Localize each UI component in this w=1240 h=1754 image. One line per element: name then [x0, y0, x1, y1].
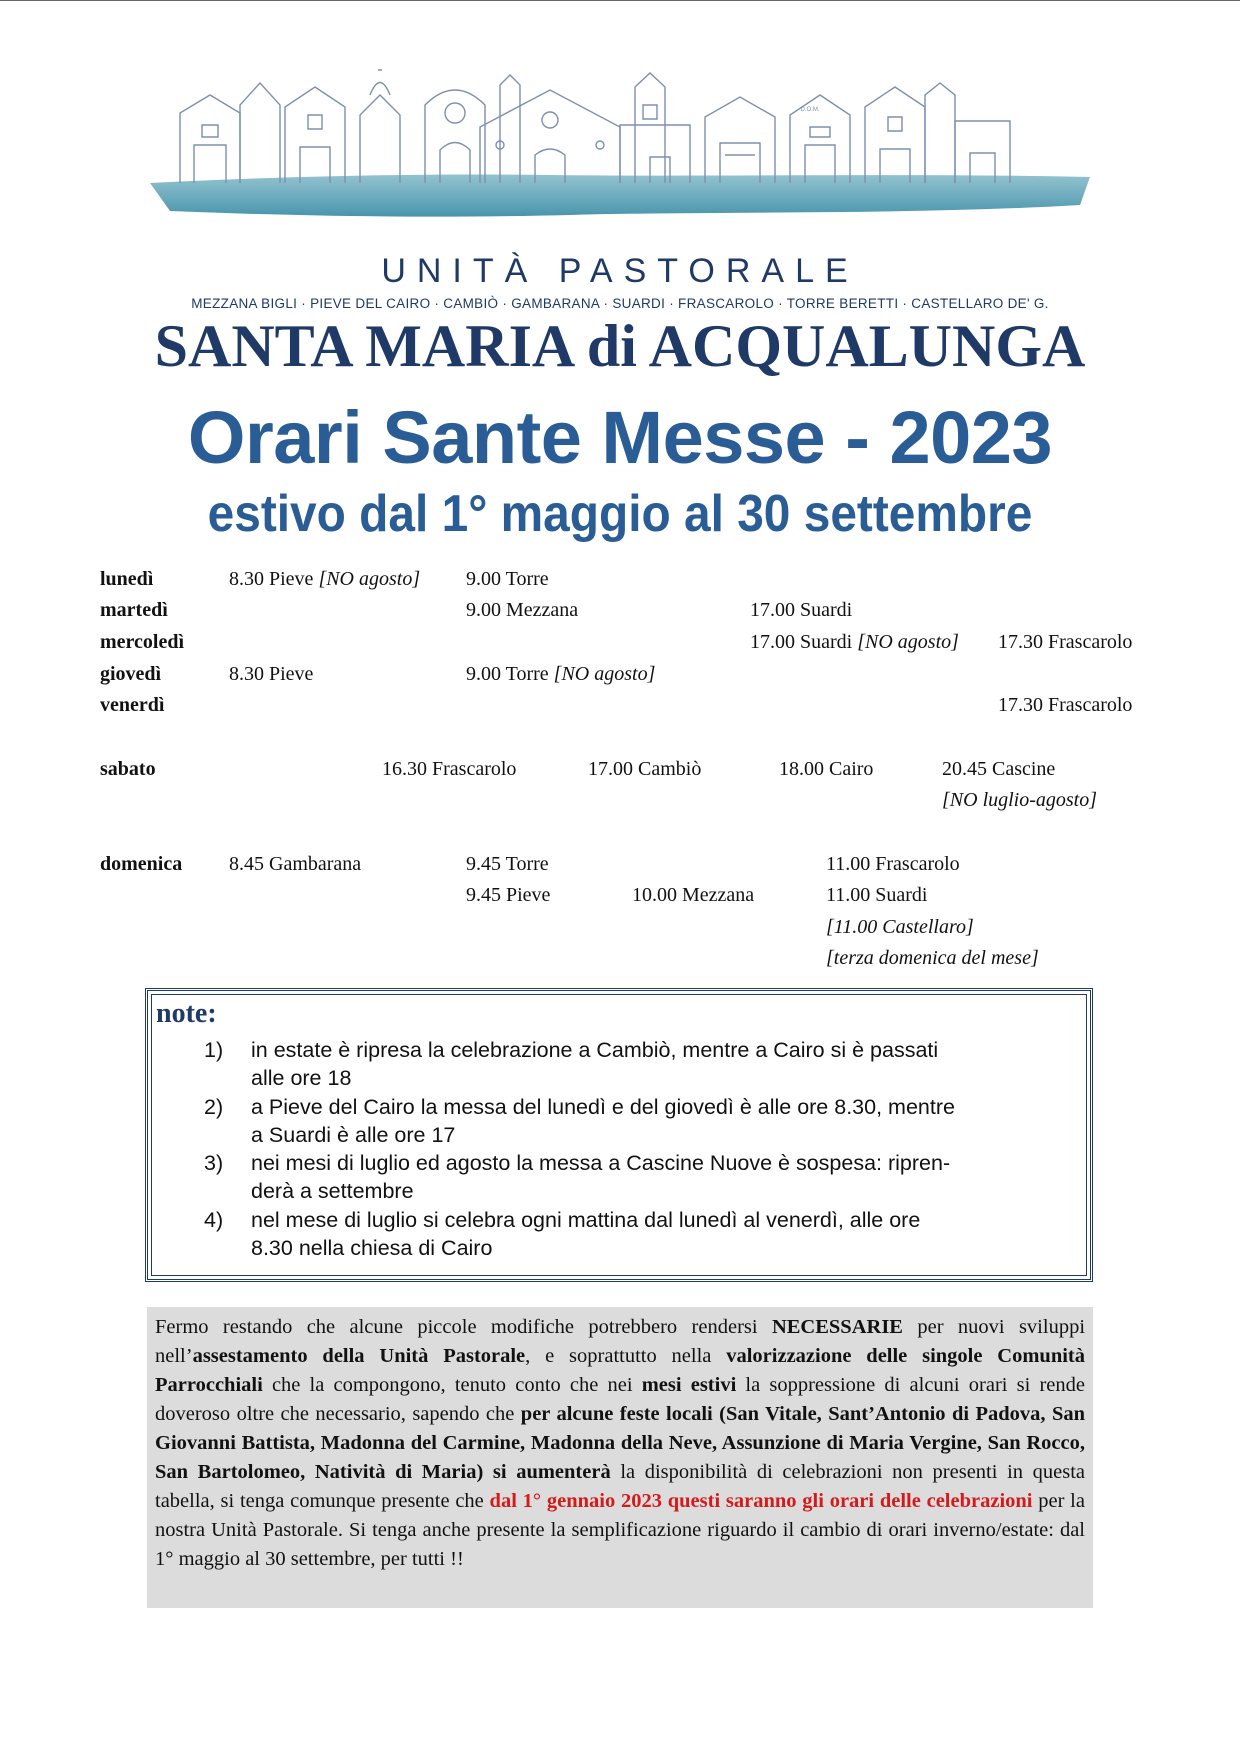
mass-note: [NO agosto]: [857, 631, 959, 653]
note-item: [251, 1149, 1071, 1205]
page-subtitle: estivo dal 1° maggio al 30 settembre: [207, 485, 1033, 543]
notice-bold: valorizzazione delle singole Comunità Parrocchiali: [155, 1345, 1086, 1396]
day-label-domenica: domenica: [100, 853, 183, 875]
note-number: 1): [204, 1038, 224, 1062]
top-border-line: [0, 0, 1240, 1]
note-number: 2): [204, 1095, 224, 1119]
mass-time-text: 17.00 Suardi: [750, 631, 858, 653]
page-title: Orari Sante Messe - 2023: [187, 396, 1053, 479]
unit-pastorale-heading: UNITÀ PASTORALE: [381, 252, 859, 290]
note-item: [251, 1206, 1071, 1262]
mass-time: [229, 567, 420, 591]
note-line: nel mese di luglio si celebra ogni mattina dal lunedì al venerdì, alle ore: [251, 1208, 921, 1232]
mass-time: 11.00 Suardi: [826, 884, 928, 906]
mass-note: [NO agosto]: [318, 568, 421, 590]
mass-time: 8.30 Pieve: [229, 663, 314, 685]
mass-note: [terza domenica del mese]: [826, 947, 1039, 969]
pastoral-unit-name: SANTA MARIA di ACQUALUNGA: [154, 313, 1086, 379]
notice-text: che la compongono, tenuto conto che nei: [262, 1374, 642, 1396]
mass-time: 17.00 Cambiò: [588, 758, 702, 780]
mass-time: 8.45 Gambarana: [229, 853, 362, 875]
day-label-giovedi: giovedì: [100, 663, 162, 685]
notice-paragraph: [147, 1307, 1093, 1608]
mass-note: [11.00 Castellaro]: [826, 916, 974, 938]
mass-time: 9.45 Torre: [466, 853, 549, 875]
note-line: nei mesi di luglio ed agosto la messa a Cascine Nuove è sospesa: ripren-: [251, 1151, 951, 1175]
note-item: [251, 1036, 1071, 1092]
mass-time: 17.30 Frascarolo: [998, 631, 1133, 653]
churches-skyline-logo: [150, 65, 1090, 225]
mass-time-text: 9.00 Torre: [466, 663, 554, 685]
note-number: 3): [204, 1151, 224, 1175]
notice-text: per nuovi sviluppi nell’: [155, 1316, 1086, 1367]
parishes-list: MEZZANA BIGLI · PIEVE DEL CAIRO · CAMBIÒ · GAMBARANA · SUARDI · FRASCAROLO · TORRE BERETTI · CASTELLARO DE' G.: [191, 296, 1049, 311]
mass-time: 17.30 Frascarolo: [998, 694, 1133, 716]
mass-time: 16.30 Frascarolo: [382, 758, 517, 780]
note-item: [251, 1093, 1071, 1149]
mass-note: [NO luglio-agosto]: [942, 789, 1098, 811]
notice-highlight: dal 1° gennaio 2023 questi saranno gli orari delle celebrazioni: [489, 1490, 1033, 1512]
notice-bold: NECESSARIE: [771, 1316, 903, 1338]
notice-text: , e soprattutto nella: [525, 1345, 727, 1367]
mass-time: 17.00 Suardi: [750, 599, 853, 621]
mass-time-text: 8.30 Pieve: [229, 568, 319, 590]
notes-title: note:: [156, 998, 217, 1029]
mass-time: 9.45 Pieve: [466, 884, 551, 906]
note-line: a Pieve del Cairo la messa del lunedì e del giovedì è alle ore 8.30, mentre: [251, 1095, 955, 1119]
mass-time: 9.00 Mezzana: [466, 599, 579, 621]
day-label-lunedi: lunedì: [100, 568, 154, 590]
mass-time: 10.00 Mezzana: [632, 884, 755, 906]
mass-note: [NO agosto]: [553, 663, 656, 685]
note-line: 8.30 nella chiesa di Cairo: [251, 1236, 493, 1260]
mass-time: 20.45 Cascine: [942, 758, 1056, 780]
note-line: a Suardi è alle ore 17: [251, 1123, 456, 1147]
day-label-mercoledi: mercoledì: [100, 631, 185, 653]
notice-bold: assestamento della Unità Pastorale: [192, 1345, 526, 1367]
note-line: derà a settembre: [251, 1179, 414, 1203]
notice-bold: mesi estivi: [641, 1374, 737, 1396]
note-number: 4): [204, 1208, 224, 1232]
notice-bold: per alcune feste locali (San Vitale, Sant’Antonio di Padova, San Giovanni Battista, Madonna del Carmine, Madonna della Neve, Assunzione di Maria Vergine, San Rocco, San Bartolomeo, Natività di Maria) si aumenterà: [155, 1403, 1086, 1483]
dom-inscription: D.O.M.: [800, 107, 820, 113]
day-label-venerdi: venerdì: [100, 694, 165, 716]
notice-text: Fermo restando che alcune piccole modifiche potrebbero rendersi: [155, 1316, 772, 1338]
notice-text: la disponibilità di celebrazioni non presenti in questa tabella, si tenga comunque presente che: [155, 1461, 1085, 1512]
mass-time: 18.00 Cairo: [779, 758, 874, 780]
mass-time: [750, 630, 959, 654]
day-label-sabato: sabato: [100, 758, 156, 780]
note-line: in estate è ripresa la celebrazione a Cambiò, mentre a Cairo si è passati: [251, 1038, 939, 1062]
note-line: alle ore 18: [251, 1066, 352, 1090]
notice-text: per la nostra Unità Pastorale. Si tenga anche presente la semplificazione riguardo il cambio di orari inverno/estate: dal 1° maggio al 30 settembre, per tutti !!: [155, 1490, 1085, 1570]
mass-time: 11.00 Frascarolo: [826, 853, 960, 875]
mass-time: 9.00 Torre: [466, 568, 549, 590]
mass-time: [466, 662, 655, 686]
day-label-martedi: martedì: [100, 599, 168, 621]
notice-text: la soppressione di alcuni orari si rende doveroso oltre che necessario, sapendo che: [155, 1374, 1085, 1425]
